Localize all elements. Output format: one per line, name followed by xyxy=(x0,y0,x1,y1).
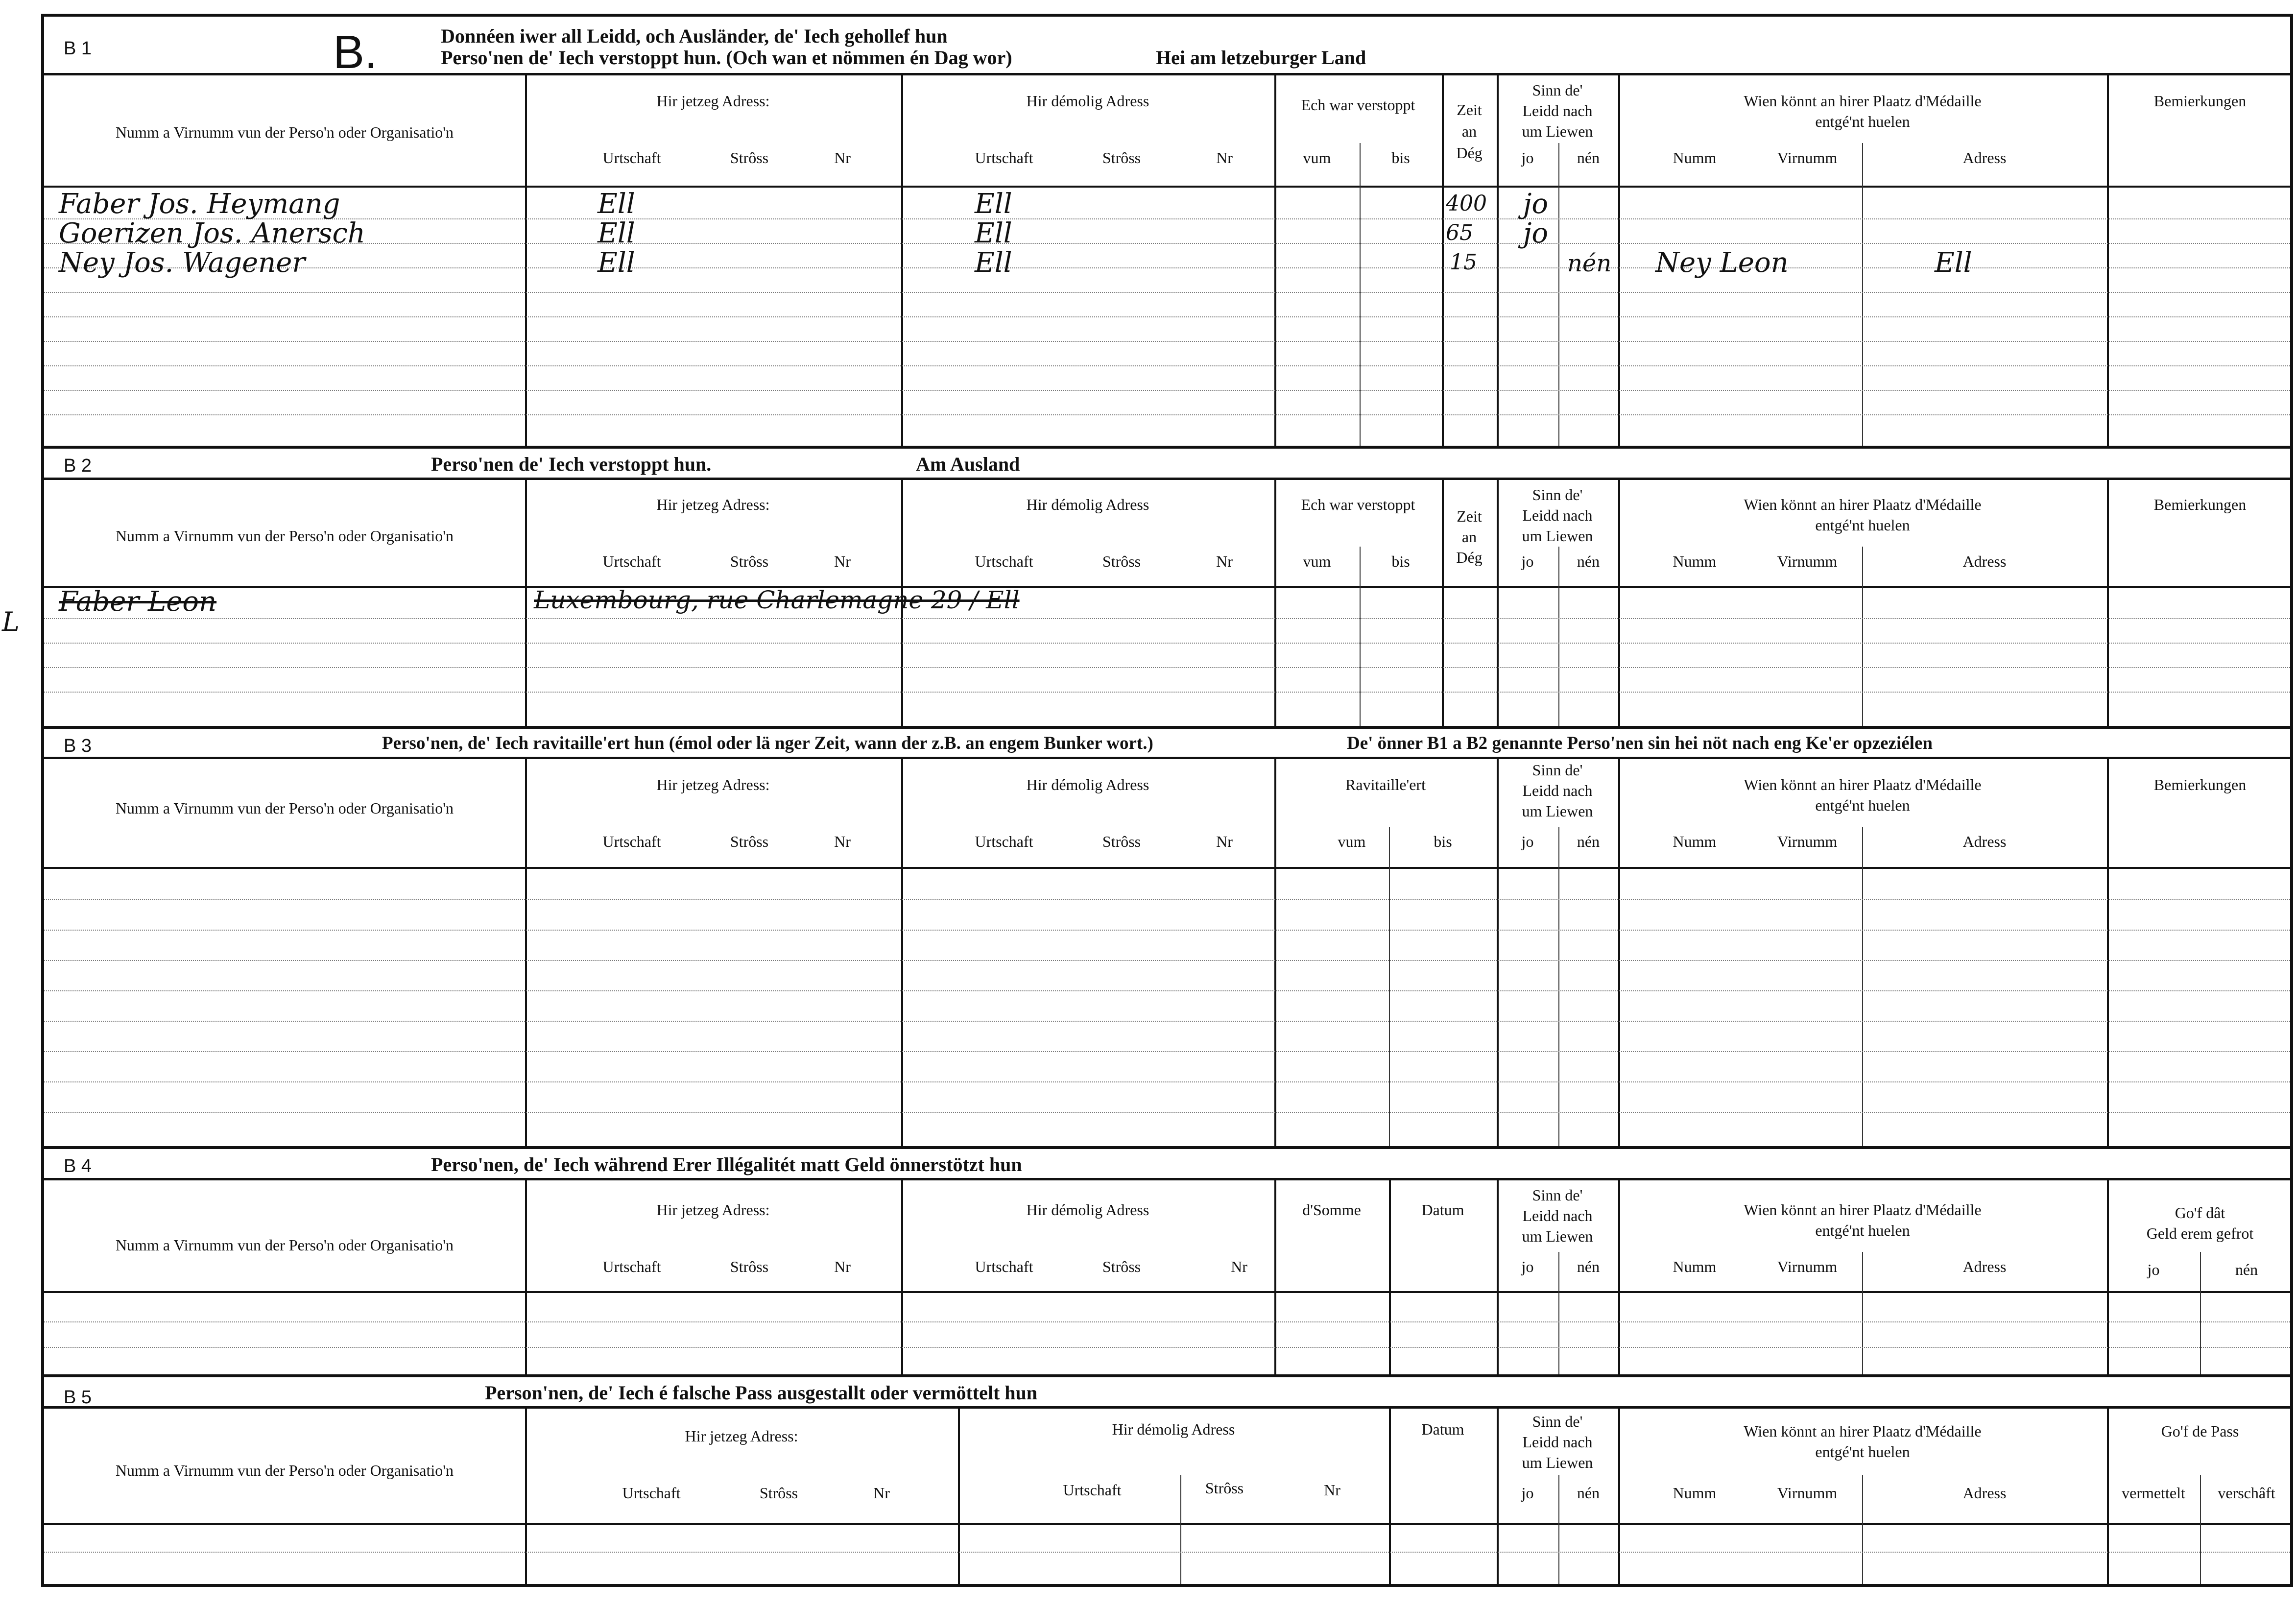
col-medal-name: Numm xyxy=(1673,833,1717,850)
col-former-nr: Nr xyxy=(1324,1481,1340,1499)
col-former-address: Hir démolig Adress xyxy=(1026,1201,1149,1219)
col-former-nr: Nr xyxy=(1216,833,1233,850)
section-b4-label: B 4 xyxy=(64,1156,92,1176)
col-pass-mediated: vermettelt xyxy=(2122,1484,2185,1502)
col-time-1: Zeit xyxy=(1457,507,1482,525)
entry-alive-no: nén xyxy=(1567,250,1612,277)
col-medal-first: Virnumm xyxy=(1777,552,1838,570)
col-pass-made: verschâft xyxy=(2218,1484,2275,1502)
section-b4 xyxy=(44,1149,2290,1377)
col-street: Strôss xyxy=(730,1258,769,1275)
col-alive-3: um Liewen xyxy=(1522,122,1593,140)
col-from: vum xyxy=(1303,149,1331,167)
col-supplied: Ravitaille'ert xyxy=(1345,776,1426,793)
col-alive-2: Leidd nach xyxy=(1522,782,1593,799)
col-medal-2: entgé'nt huelen xyxy=(1815,1222,1910,1239)
col-alive-2: Leidd nach xyxy=(1522,102,1593,120)
entry-place: Ell xyxy=(598,247,635,279)
col-medal-2: entgé'nt huelen xyxy=(1815,113,1910,130)
entry-former-place: Ell xyxy=(975,188,1012,220)
col-street: Strôss xyxy=(759,1484,798,1502)
col-medal-1: Wien könnt an hirer Plaatz d'Médaille xyxy=(1744,1422,1982,1440)
col-sum: d'Somme xyxy=(1302,1201,1361,1219)
section-b2-title-right: Am Ausland xyxy=(916,453,1020,475)
col-former-place: Urtschaft xyxy=(975,552,1033,570)
col-current-address: Hir jetzeg Adress: xyxy=(656,496,770,513)
entry-name: Goerizen Jos. Anersch xyxy=(59,217,365,249)
col-medal-first: Virnumm xyxy=(1777,1484,1838,1502)
col-repay-no: nén xyxy=(2235,1261,2258,1278)
col-name: Numm a Virnumm vun der Perso'n oder Organisatio'n xyxy=(115,799,454,817)
section-b4-title: Perso'nen, de' Iech während Erer Illégalitét matt Geld önnerstötzt hun xyxy=(431,1153,1022,1175)
col-former-nr: Nr xyxy=(1231,1258,1247,1275)
col-medal-address: Adress xyxy=(1962,149,2007,167)
col-alive-3: um Liewen xyxy=(1522,802,1593,820)
section-b5-label: B 5 xyxy=(64,1387,92,1408)
col-former-street: Strôss xyxy=(1102,552,1141,570)
entry-place: Ell xyxy=(598,188,635,220)
col-remarks: Bemierkungen xyxy=(2153,776,2247,793)
col-medal-1: Wien könnt an hirer Plaatz d'Médaille xyxy=(1744,776,1982,793)
col-no: nén xyxy=(1577,552,1600,570)
col-medal-name: Numm xyxy=(1673,1258,1717,1275)
col-date: Datum xyxy=(1421,1201,1464,1219)
col-to: bis xyxy=(1391,552,1410,570)
main-title-line2-right: Hei am letzeburger Land xyxy=(1156,47,1366,69)
col-yes: jo xyxy=(1521,833,1534,850)
col-medal-first: Virnumm xyxy=(1777,149,1838,167)
col-medal-first: Virnumm xyxy=(1777,1258,1838,1275)
main-title-line1: Donnéen iwer all Leidd, och Ausländer, de' Iech gehollef hun xyxy=(441,25,948,47)
section-b2-label: B 2 xyxy=(64,456,92,476)
col-medal-name: Numm xyxy=(1673,149,1717,167)
col-place: Urtschaft xyxy=(602,149,661,167)
col-hidden: Ech war verstoppt xyxy=(1301,96,1415,114)
col-medal-name: Numm xyxy=(1673,1484,1717,1502)
section-b1 xyxy=(44,17,2290,449)
col-yes: jo xyxy=(1521,1484,1534,1502)
col-hidden: Ech war verstoppt xyxy=(1301,496,1415,513)
entry-days: 15 xyxy=(1450,250,1477,275)
col-yes: jo xyxy=(1521,149,1534,167)
col-place: Urtschaft xyxy=(602,833,661,850)
section-b3-header xyxy=(44,729,2290,759)
col-current-address: Hir jetzeg Adress: xyxy=(656,776,770,793)
col-alive-3: um Liewen xyxy=(1522,527,1593,545)
col-former-street: Strôss xyxy=(1102,833,1141,850)
col-nr: Nr xyxy=(834,149,851,167)
section-b1-header xyxy=(44,17,2290,78)
section-b2 xyxy=(44,449,2290,729)
col-medal-1: Wien könnt an hirer Plaatz d'Médaille xyxy=(1744,1201,1982,1219)
col-medal-2: entgé'nt huelen xyxy=(1815,516,1910,534)
col-time-3: Dég xyxy=(1456,549,1483,566)
col-alive-1: Sinn de' xyxy=(1532,1186,1583,1204)
col-former-address: Hir démolig Adress xyxy=(1026,496,1149,513)
col-alive-3: um Liewen xyxy=(1522,1227,1593,1245)
col-time-2: an xyxy=(1461,528,1477,546)
col-former-address: Hir démolig Adress xyxy=(1026,92,1149,110)
col-former-place: Urtschaft xyxy=(1063,1481,1122,1499)
col-medal-first: Virnumm xyxy=(1777,833,1838,850)
entry-medal-address: Ell xyxy=(1935,247,1972,279)
col-nr: Nr xyxy=(834,1258,851,1275)
col-medal-address: Adress xyxy=(1962,552,2007,570)
section-b2-title: Perso'nen de' Iech verstoppt hun. xyxy=(431,453,712,475)
form-letter: B. xyxy=(333,26,378,78)
col-medal-1: Wien könnt an hirer Plaatz d'Médaille xyxy=(1744,496,1982,513)
section-b5 xyxy=(44,1377,2290,1584)
section-b5-header xyxy=(44,1377,2290,1409)
col-nr: Nr xyxy=(834,552,851,570)
col-alive-2: Leidd nach xyxy=(1522,1433,1593,1451)
main-title-line2: Perso'nen de' Iech verstoppt hun. (Och wan et nömmen én Dag wor) xyxy=(441,47,1012,69)
col-from: vum xyxy=(1338,833,1366,850)
col-former-nr: Nr xyxy=(1216,552,1233,570)
col-nr: Nr xyxy=(834,833,851,850)
col-alive-1: Sinn de' xyxy=(1532,761,1583,779)
col-former-street: Strôss xyxy=(1102,1258,1141,1275)
col-no: nén xyxy=(1577,149,1600,167)
col-current-address: Hir jetzeg Adress: xyxy=(685,1427,798,1445)
section-b3-title: Perso'nen, de' Iech ravitaille'ert hun (émol oder lä nger Zeit, wann der z.B. an engem Bunker wort.) xyxy=(382,733,1153,753)
col-alive-2: Leidd nach xyxy=(1522,1207,1593,1224)
col-no: nén xyxy=(1577,1484,1600,1502)
col-time-1: Zeit xyxy=(1457,101,1482,119)
col-street: Strôss xyxy=(730,552,769,570)
col-nr: Nr xyxy=(873,1484,890,1502)
col-current-address: Hir jetzeg Adress: xyxy=(656,92,770,110)
col-to: bis xyxy=(1391,149,1410,167)
entry-former-place: Ell xyxy=(975,247,1012,279)
col-medal-1: Wien könnt an hirer Plaatz d'Médaille xyxy=(1744,92,1982,110)
col-date: Datum xyxy=(1421,1420,1464,1438)
entry-days: 65 xyxy=(1446,220,1473,245)
col-time-2: an xyxy=(1461,122,1477,140)
col-remarks: Bemierkungen xyxy=(2153,496,2247,513)
col-former-street: Strôss xyxy=(1102,149,1141,167)
col-former-place: Urtschaft xyxy=(975,149,1033,167)
col-name: Numm a Virnumm vun der Perso'n oder Organisatio'n xyxy=(115,123,454,141)
entry-alive-yes: jo xyxy=(1523,188,1549,220)
col-place: Urtschaft xyxy=(622,1484,681,1502)
section-b3 xyxy=(44,729,2290,1149)
col-repay-yes: jo xyxy=(2147,1261,2160,1278)
col-medal-address: Adress xyxy=(1962,833,2007,850)
entry-medal-name: Ney Leon xyxy=(1655,247,1789,279)
col-medal-2: entgé'nt huelen xyxy=(1815,1443,1910,1461)
col-time-3: Dég xyxy=(1456,144,1483,162)
entry-place: Ell xyxy=(598,217,635,249)
col-name: Numm a Virnumm vun der Perso'n oder Organisatio'n xyxy=(115,527,454,545)
col-current-address: Hir jetzeg Adress: xyxy=(656,1201,770,1219)
col-yes: jo xyxy=(1521,552,1534,570)
col-to: bis xyxy=(1434,833,1452,850)
entry-name: Faber Jos. Heymang xyxy=(59,188,340,220)
col-place: Urtschaft xyxy=(602,1258,661,1275)
entry-former-place: Ell xyxy=(975,217,1012,249)
col-from: vum xyxy=(1303,552,1331,570)
col-alive-2: Leidd nach xyxy=(1522,506,1593,524)
col-former-address: Hir démolig Adress xyxy=(1026,776,1149,793)
col-former-place: Urtschaft xyxy=(975,1258,1033,1275)
section-b5-title: Person'nen, de' Iech é falsche Pass ausgestallt oder vermöttelt hun xyxy=(485,1382,1038,1404)
col-former-place: Urtschaft xyxy=(975,833,1033,850)
col-yes: jo xyxy=(1521,1258,1534,1275)
col-alive-1: Sinn de' xyxy=(1532,81,1583,99)
entry-name: Ney Jos. Wagener xyxy=(59,247,306,279)
col-remarks: Bemierkungen xyxy=(2153,92,2247,110)
entry-address: Luxembourg, rue Charlemagne 29 / Ell xyxy=(534,586,1020,614)
col-pass: Go'f de Pass xyxy=(2161,1422,2239,1440)
col-name: Numm a Virnumm vun der Perso'n oder Organisatio'n xyxy=(115,1236,454,1254)
col-street: Strôss xyxy=(730,149,769,167)
section-b3-title-right: De' önner B1 a B2 genannte Perso'nen sin hei nöt nach eng Ke'er opzeziélen xyxy=(1347,733,1933,753)
col-former-street: Strôss xyxy=(1205,1479,1244,1497)
entry-name: Faber Leon xyxy=(59,586,217,618)
section-b4-header xyxy=(44,1149,2290,1180)
col-former-nr: Nr xyxy=(1216,149,1233,167)
entry-days: 400 xyxy=(1446,191,1487,216)
col-street: Strôss xyxy=(730,833,769,850)
col-name: Numm a Virnumm vun der Perso'n oder Organisatio'n xyxy=(115,1462,454,1479)
col-alive-1: Sinn de' xyxy=(1532,486,1583,504)
col-no: nén xyxy=(1577,1258,1600,1275)
col-alive-1: Sinn de' xyxy=(1532,1413,1583,1430)
col-medal-address: Adress xyxy=(1962,1484,2007,1502)
col-medal-2: entgé'nt huelen xyxy=(1815,796,1910,814)
section-b3-label: B 3 xyxy=(64,736,92,756)
col-repay-1: Go'f dât xyxy=(2175,1204,2225,1222)
entry-alive-yes: jo xyxy=(1523,217,1549,249)
section-b1-label: B 1 xyxy=(64,38,92,59)
col-medal-address: Adress xyxy=(1962,1258,2007,1275)
col-alive-3: um Liewen xyxy=(1522,1454,1593,1471)
col-medal-name: Numm xyxy=(1673,552,1717,570)
col-place: Urtschaft xyxy=(602,552,661,570)
section-b2-header xyxy=(44,449,2290,480)
col-no: nén xyxy=(1577,833,1600,850)
col-repay-2: Geld erem gefrot xyxy=(2146,1224,2254,1242)
col-former-address: Hir démolig Adress xyxy=(1112,1420,1235,1438)
registration-form xyxy=(41,14,2293,1587)
margin-mark: L xyxy=(2,606,20,637)
